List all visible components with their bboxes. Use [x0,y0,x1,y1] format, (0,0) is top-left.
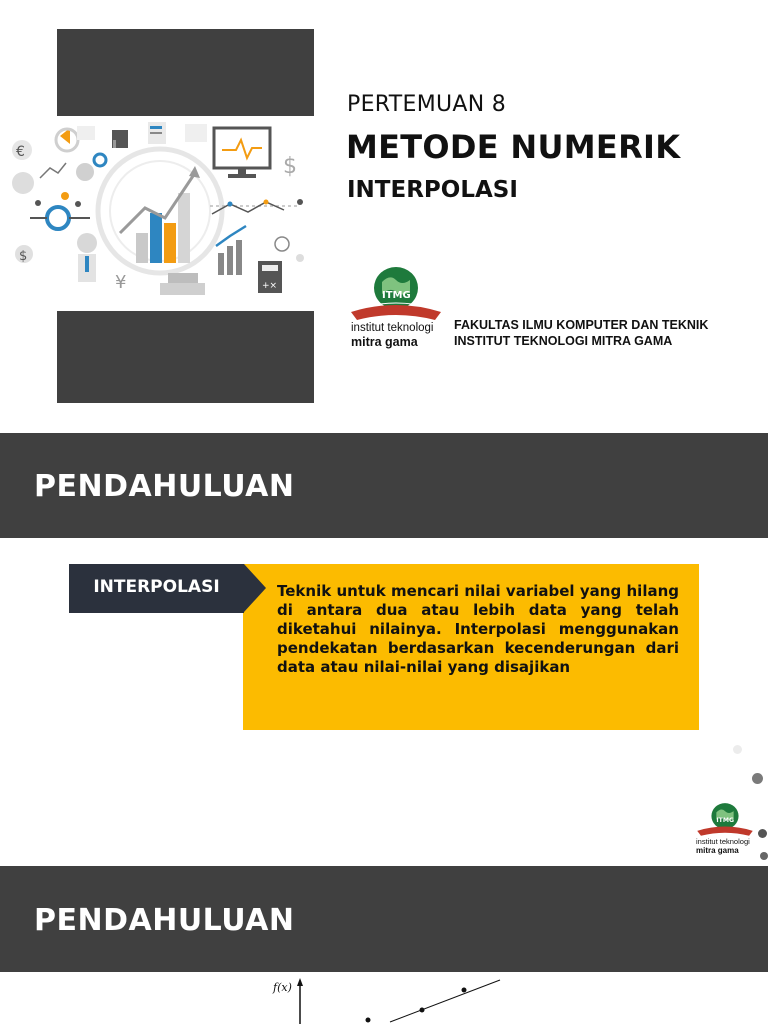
dark-block-top [57,29,314,116]
faculty-name: FAKULTAS ILMU KOMPUTER DAN TEKNIK [454,318,709,332]
course-title: METODE NUMERIK [346,128,681,166]
intro-slide [0,432,768,866]
logo-text-line2: mitra gama [351,335,418,349]
intro-slide-2 [0,866,768,1024]
decorative-dot [758,829,767,838]
section-title: PENDAHULUAN [34,469,295,504]
decorative-dot [760,852,768,860]
institute-name: INSTITUT TEKNOLOGI MITRA GAMA [454,334,673,348]
business-infographic-illustration [0,118,320,304]
logo-small-badge-text: ITMG [716,817,735,825]
graph-y-label: f(x) [273,981,292,994]
svg-text:$: $ [283,154,297,179]
label-arrow-icon [244,564,266,612]
svg-text:€: € [16,144,25,160]
logo-text-line1: institut teknologi [351,322,434,334]
interpolation-graph [260,978,520,1024]
definition-box [243,564,699,730]
logo-small-text-line1: institut teknologi [696,837,750,846]
section-header-bar [0,866,768,972]
decorative-dot [733,745,742,754]
decorative-dot [752,773,763,784]
data-point [366,1018,371,1023]
dark-block-bottom [57,311,314,403]
svg-text:$: $ [19,249,28,264]
logo-badge-text: ITMG [382,290,411,301]
definition-text: Teknik untuk mencari nilai variabel yang hilang di antara dua atau lebih data yang telah diketahui nilainya. Interpolasi menggunakan pendekatan berdasarkan kecenderungan dari data atau nilai-nilai yang disajikan [277,582,679,676]
section-header-bar [0,433,768,538]
topic-title: INTERPOLASI [347,177,518,203]
section-title: PENDAHULUAN [34,903,295,938]
term-label: INTERPOLASI [93,577,220,597]
svg-text:¥: ¥ [115,272,127,293]
data-point [420,1008,425,1013]
term-label-tag [69,564,244,613]
title-slide [0,0,768,432]
session-label: PERTEMUAN 8 [347,92,507,117]
data-point [462,988,467,993]
logo-small-text-line2: mitra gama [696,846,739,855]
svg-text:+×: +× [262,281,278,291]
